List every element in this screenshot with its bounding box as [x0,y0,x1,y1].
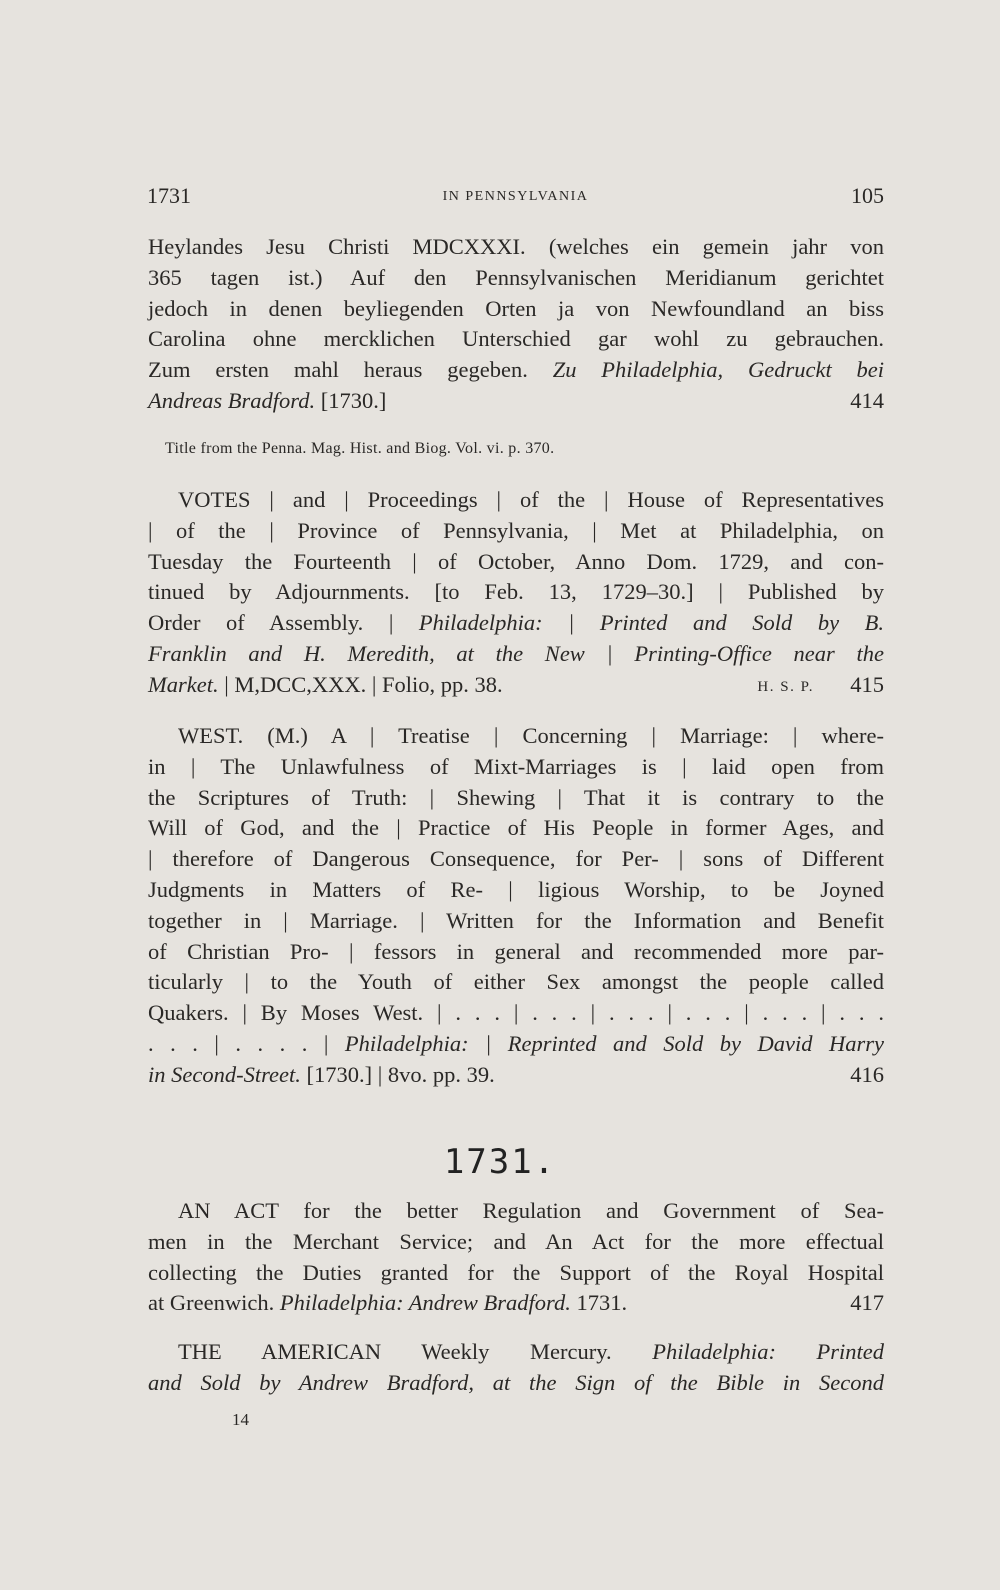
signature-mark: 14 [232,1410,249,1429]
entry-line [148,1368,884,1399]
entry-line: | of the | Province of Pennsylvania, | Met at Philadelphia, on [148,517,884,543]
entry-text: [1730.] [315,387,387,413]
entry-line: the Scriptures of Truth: | Shewing | That it is contrary to the [148,784,884,810]
entry-text: Zum ersten mahl heraus gegeben. [148,357,553,383]
running-head-title: IN PENNSYLVANIA [442,189,589,204]
entry-414 [148,232,884,417]
entry-line: Heylandes Jesu Christi MDCXXXI. (welches ein gemein jahr von [148,234,884,259]
running-head [147,183,884,213]
imprint-text: Philadelphia: Printed [652,1339,884,1364]
entry-line: Quakers. | By Moses West. | . . . | . . . | . . . | . . . | . . . | . . . [148,1000,884,1026]
entry-line [148,608,884,639]
entry-line: in | The Unlawfulness of Mixt-Marriages is | laid open from [148,753,884,779]
entry-line: Judgments in Matters of Re- | ligious Worship, to be Joyned [148,876,884,902]
entry-line [148,1288,884,1319]
bibliographic-note: Title from the Penna. Mag. Hist. and Biog. Vol. vi. p. 370. [165,440,555,457]
entry-line [148,639,884,670]
entry-line: ticularly | to the Youth of either Sex amongst the people called [148,969,884,995]
entry-text: [1730.] | 8vo. pp. 39. [300,1061,495,1087]
library-location: H. S. P. [757,678,814,695]
entry-417 [148,1196,884,1319]
imprint-text: Andreas Bradford. [148,387,316,413]
imprint-text: Franklin and H. Meredith, at the New | Printing-Office near the [148,640,884,666]
entry-line [148,670,884,701]
entry-line [148,1029,884,1060]
imprint-text: Zu Philadelphia, Gedruckt bei [552,357,885,383]
imprint-text: Philadelphia: | Reprinted and Sold by David Harry [344,1030,884,1056]
entry-line: Will of God, and the | Practice of His People in former Ages, and [148,815,884,841]
entry-text: at Greenwich. [148,1290,280,1316]
imprint-text: Philadelphia: Andrew Bradford. [279,1290,571,1316]
imprint-text: Market. [148,671,219,697]
entry-number: 414 [850,387,884,413]
entry-line: together in | Marriage. | Written for the Information and Benefit [148,907,884,933]
entry-text: Order of Assembly. | [148,610,419,636]
entry-line: VOTES | and | Proceedings | of the | House of Representatives [178,487,884,512]
imprint-text: Philadelphia: | Printed and Sold by B. [418,610,885,636]
entry-line: jedoch in denen beyliegenden Orten ja von Newfoundland an biss [148,295,884,321]
entry-number: 416 [850,1061,884,1087]
entry-line: Carolina ohne mercklichen Unterschied gar wohl zu gebrauchen. [148,326,884,352]
entry-line [148,386,884,417]
entry-418 [148,1337,884,1399]
entry-text: . . . | . . . . | [148,1030,345,1056]
entry-line: collecting the Duties granted for the Support of the Royal Hospital [148,1259,884,1285]
entry-line: | therefore of Dangerous Consequence, for Per- | sons of Different [148,846,884,872]
imprint-text: and Sold by Andrew Bradford, at the Sign of the Bible in Second [148,1369,884,1395]
entry-415 [148,485,884,701]
entry-416 [148,721,884,1091]
entry-line: 365 tagen ist.) Auf den Pennsylvanischen Meridianum gerichtet [148,264,884,290]
entry-text: | M,DCC,XXX. | Folio, pp. 38. [218,671,503,697]
entry-number: 415 [850,671,884,697]
entry-text: 1731. [570,1290,628,1316]
imprint-text: in Second-Street. [148,1061,301,1087]
entry-line: Tuesday the Fourteenth | of October, Anno Dom. 1729, and con- [148,548,884,574]
entry-line: tinued by Adjournments. [to Feb. 13, 1729–30.] | Published by [148,579,884,605]
entry-line [148,355,884,386]
entry-line: of Christian Pro- | fessors in general and recommended more par- [148,938,884,964]
entry-line: WEST. (M.) A | Treatise | Concerning | Marriage: | where- [178,723,884,748]
running-head-year: 1731 [147,183,191,208]
entry-number: 417 [850,1290,884,1316]
year-heading: 1731. [443,1142,557,1182]
entry-line [148,1060,884,1091]
entry-line: AN ACT for the better Regulation and Government of Sea- [178,1198,884,1223]
entry-line: men in the Merchant Service; and An Act for the more effectual [148,1228,884,1254]
entry-line [148,1337,884,1368]
page-number: 105 [851,183,884,208]
entry-text: THE AMERICAN Weekly Mercury. [178,1339,653,1364]
